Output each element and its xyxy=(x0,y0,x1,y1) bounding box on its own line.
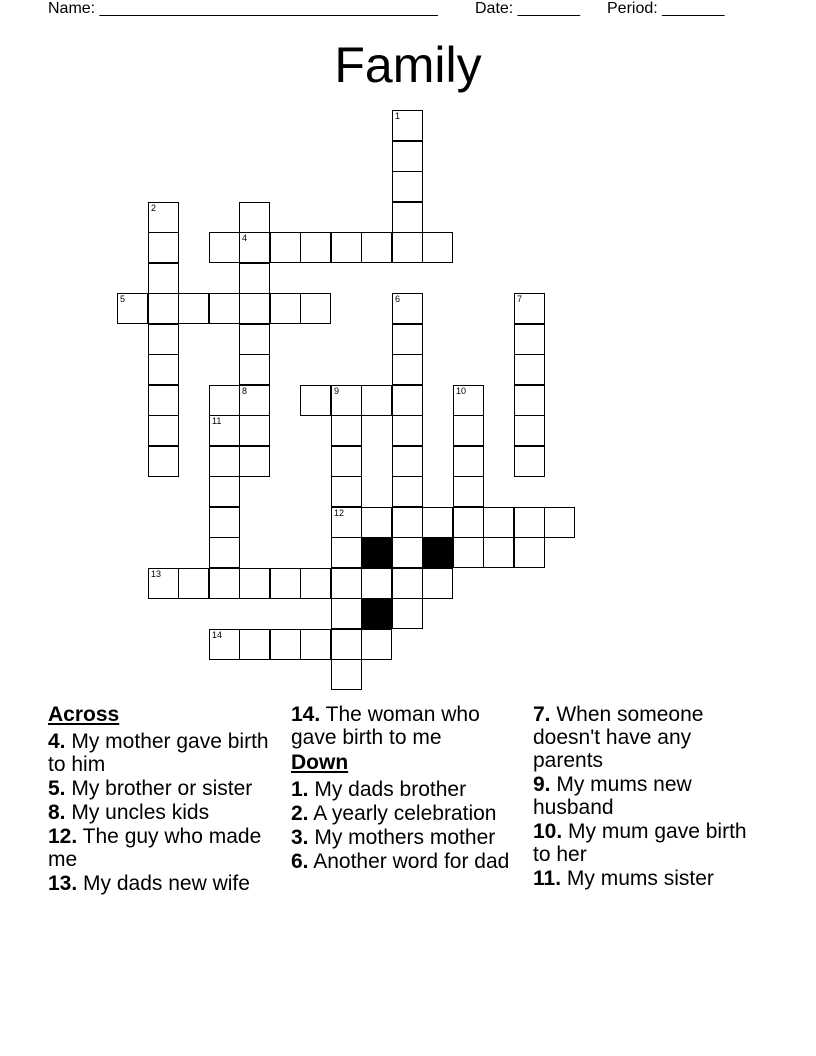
crossword-cell[interactable] xyxy=(209,415,240,446)
clue-down-2: 2. A yearly celebration xyxy=(291,802,497,825)
crossword-cell[interactable] xyxy=(148,446,179,477)
crossword-cell[interactable] xyxy=(331,659,362,690)
crossword-cell[interactable] xyxy=(361,629,392,660)
clue-number: 14 xyxy=(212,630,223,640)
blocked-cell xyxy=(361,598,392,629)
crossword-cell[interactable] xyxy=(209,385,240,416)
crossword-cell[interactable] xyxy=(392,110,423,141)
crossword-cell[interactable] xyxy=(148,293,179,324)
blocked-cell xyxy=(361,537,392,568)
crossword-cell[interactable] xyxy=(331,476,362,507)
crossword-cell[interactable] xyxy=(148,354,179,385)
clue-number: 9 xyxy=(334,386,340,396)
clue-number: 1 xyxy=(395,111,401,121)
name-label: Name: ______________________________________ xyxy=(48,0,438,17)
crossword-cell[interactable] xyxy=(514,324,545,355)
down-heading: Down xyxy=(291,751,349,774)
crossword-cell[interactable] xyxy=(331,598,362,629)
crossword-cell[interactable] xyxy=(239,232,270,263)
crossword-cell[interactable] xyxy=(331,232,362,263)
crossword-cell[interactable] xyxy=(483,507,514,538)
crossword-cell[interactable] xyxy=(453,385,484,416)
crossword-cell[interactable] xyxy=(331,415,362,446)
crossword-cell[interactable] xyxy=(544,507,575,538)
across-heading: Across xyxy=(48,703,120,726)
crossword-cell[interactable] xyxy=(514,507,545,538)
crossword-cell[interactable] xyxy=(392,568,423,599)
crossword-cell[interactable] xyxy=(209,537,240,568)
crossword-cell[interactable] xyxy=(270,629,301,660)
crossword-cell[interactable] xyxy=(148,385,179,416)
crossword-cell[interactable] xyxy=(392,232,423,263)
crossword-cell[interactable] xyxy=(514,537,545,568)
clue-number: 12 xyxy=(334,508,345,518)
crossword-cell[interactable] xyxy=(209,476,240,507)
clue-across-5: 5. My brother or sister xyxy=(48,777,253,800)
crossword-cell[interactable] xyxy=(361,507,392,538)
crossword-cell[interactable] xyxy=(392,415,423,446)
crossword-cell[interactable] xyxy=(392,446,423,477)
crossword-cell[interactable] xyxy=(422,232,453,263)
clue-number: 2 xyxy=(151,203,157,213)
clues-column-3 xyxy=(533,703,763,891)
crossword-cell[interactable] xyxy=(209,629,240,660)
clue-number: 6 xyxy=(395,294,401,304)
crossword-cell[interactable] xyxy=(209,568,240,599)
crossword-cell[interactable] xyxy=(392,293,423,324)
clue-across-8: 8. My uncles kids xyxy=(48,801,210,824)
clue-across-12: 12. The guy who made me xyxy=(48,825,262,871)
crossword-cell[interactable] xyxy=(514,385,545,416)
crossword-cell[interactable] xyxy=(392,476,423,507)
crossword-cell[interactable] xyxy=(209,232,240,263)
clue-down-9: 9. My mums new husband xyxy=(533,773,692,819)
crossword-cell[interactable] xyxy=(361,232,392,263)
crossword-cell[interactable] xyxy=(148,415,179,446)
crossword-cell[interactable] xyxy=(514,293,545,324)
clue-down-3: 3. My mothers mother xyxy=(291,826,496,849)
puzzle-title: Family xyxy=(334,37,482,93)
crossword-cell[interactable] xyxy=(422,568,453,599)
crossword-cell[interactable] xyxy=(392,507,423,538)
period-label: Period: _______ xyxy=(607,0,725,17)
clue-down-11: 11. My mums sister xyxy=(533,867,714,890)
crossword-cell[interactable] xyxy=(331,537,362,568)
crossword-cell[interactable] xyxy=(117,293,148,324)
crossword-cell[interactable] xyxy=(239,568,270,599)
crossword-cell[interactable] xyxy=(239,293,270,324)
crossword-cell[interactable] xyxy=(361,568,392,599)
clue-number: 10 xyxy=(456,386,467,396)
crossword-cell[interactable] xyxy=(392,324,423,355)
crossword-cell[interactable] xyxy=(392,141,423,172)
crossword-cell[interactable] xyxy=(239,263,270,294)
crossword-cell[interactable] xyxy=(331,446,362,477)
crossword-cell[interactable] xyxy=(239,385,270,416)
crossword-cell[interactable] xyxy=(148,263,179,294)
clue-number: 4 xyxy=(242,233,248,243)
crossword-cell[interactable] xyxy=(209,293,240,324)
crossword-cell[interactable] xyxy=(239,629,270,660)
crossword-cell[interactable] xyxy=(300,568,331,599)
crossword-cell[interactable] xyxy=(392,171,423,202)
clue-down-1: 1. My dads brother xyxy=(291,778,467,801)
crossword-cell[interactable] xyxy=(239,354,270,385)
crossword-cell[interactable] xyxy=(331,568,362,599)
crossword-cell[interactable] xyxy=(239,324,270,355)
clues-column-1 xyxy=(48,703,288,896)
crossword-cell[interactable] xyxy=(148,232,179,263)
crossword-cell[interactable] xyxy=(392,385,423,416)
crossword-cell[interactable] xyxy=(422,507,453,538)
crossword-cell[interactable] xyxy=(148,202,179,233)
crossword-cell[interactable] xyxy=(270,232,301,263)
crossword-cell[interactable] xyxy=(209,507,240,538)
crossword-cell[interactable] xyxy=(331,629,362,660)
crossword-cell[interactable] xyxy=(514,415,545,446)
crossword-cell[interactable] xyxy=(300,232,331,263)
clue-across-14: 14. The woman who gave birth to me xyxy=(291,703,480,749)
crossword-cell[interactable] xyxy=(270,568,301,599)
clue-number: 8 xyxy=(242,386,248,396)
crossword-cell[interactable] xyxy=(148,324,179,355)
crossword-cell[interactable] xyxy=(300,385,331,416)
clue-number: 13 xyxy=(151,569,162,579)
crossword-cell[interactable] xyxy=(270,293,301,324)
crossword-cell[interactable] xyxy=(453,537,484,568)
worksheet-header xyxy=(0,0,816,20)
blocked-cell xyxy=(422,537,453,568)
crossword-cell[interactable] xyxy=(331,385,362,416)
crossword-cell[interactable] xyxy=(514,446,545,477)
clue-number: 11 xyxy=(212,416,222,426)
crossword-cell[interactable] xyxy=(178,293,209,324)
clue-down-7: 7. When someone doesn't have any parents xyxy=(533,703,704,772)
crossword-cell[interactable] xyxy=(483,537,514,568)
crossword-cell[interactable] xyxy=(239,202,270,233)
crossword-cell[interactable] xyxy=(392,202,423,233)
crossword-cell[interactable] xyxy=(514,354,545,385)
crossword-cell[interactable] xyxy=(148,568,179,599)
clue-number: 7 xyxy=(517,294,523,304)
clue-across-4: 4. My mother gave birth to him xyxy=(48,730,269,776)
crossword-cell[interactable] xyxy=(453,415,484,446)
crossword-cell[interactable] xyxy=(392,598,423,629)
crossword-cell[interactable] xyxy=(453,507,484,538)
crossword-cell[interactable] xyxy=(453,476,484,507)
clue-across-13: 13. My dads new wife xyxy=(48,872,250,895)
crossword-cell[interactable] xyxy=(453,446,484,477)
crossword-cell[interactable] xyxy=(239,446,270,477)
clue-down-6: 6. Another word for dad xyxy=(291,850,510,873)
crossword-cell[interactable] xyxy=(178,568,209,599)
date-label: Date: _______ xyxy=(475,0,580,17)
crossword-cell[interactable] xyxy=(209,446,240,477)
clue-down-10: 10. My mum gave birth to her xyxy=(533,820,747,866)
clue-number: 5 xyxy=(120,294,126,304)
crossword-cell[interactable] xyxy=(392,354,423,385)
crossword-cell[interactable] xyxy=(331,507,362,538)
crossword-cell[interactable] xyxy=(300,629,331,660)
clues-column-2 xyxy=(291,703,531,874)
crossword-cell[interactable] xyxy=(239,415,270,446)
crossword-cell[interactable] xyxy=(361,385,392,416)
crossword-cell[interactable] xyxy=(392,537,423,568)
crossword-cell[interactable] xyxy=(300,293,331,324)
